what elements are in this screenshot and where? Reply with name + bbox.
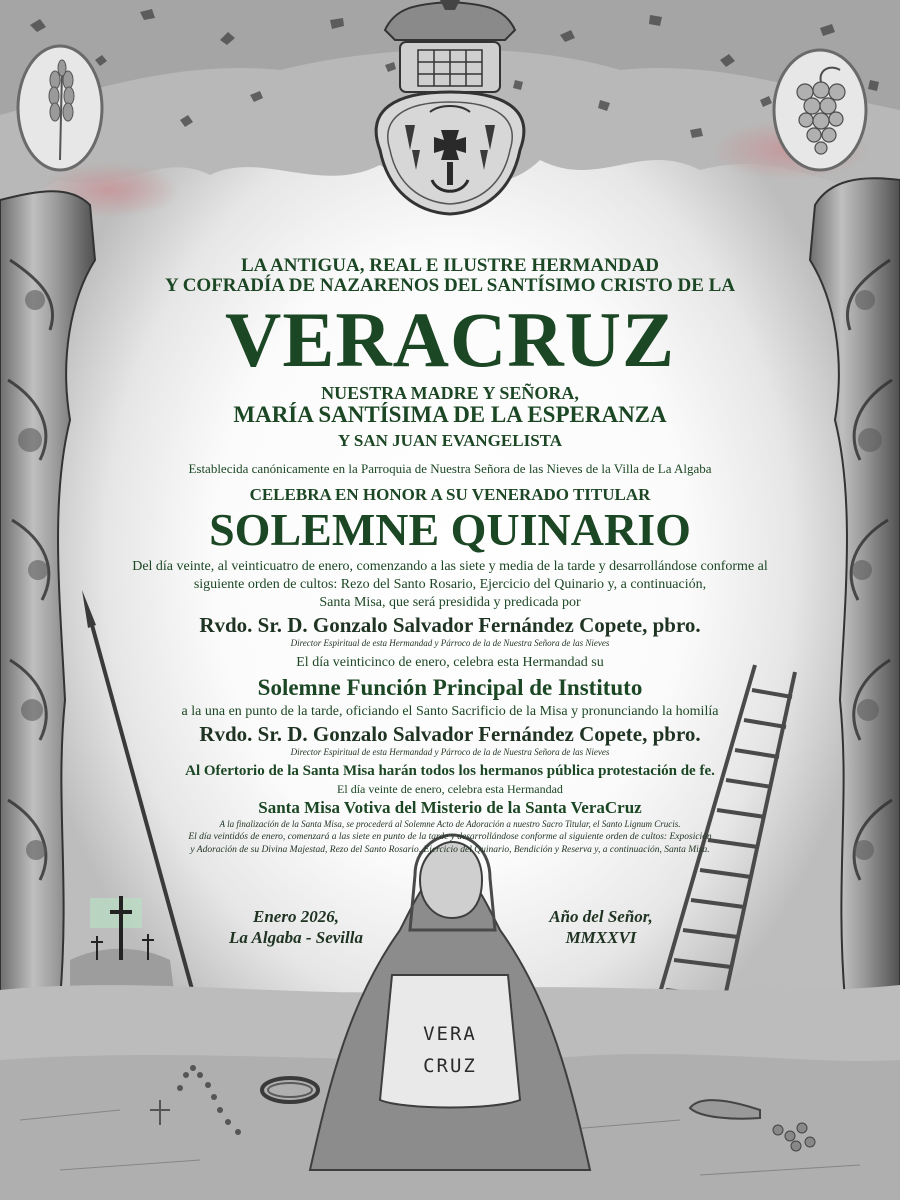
heading-line-1: LA ANTIGUA, REAL E ILUSTRE HERMANDAD: [240, 255, 660, 276]
title-veracruz: VERACRUZ: [224, 296, 676, 383]
quinario-preacher: Rvdo. Sr. D. Gonzalo Salvador Fernández Copete, pbro.: [199, 613, 701, 637]
year-line-1: Año del Señor,: [549, 907, 653, 926]
funcion-title: Solemne Función Principal de Instituto: [257, 675, 643, 700]
established-line: Establecida canónicamente en la Parroquia de Nuestra Señora de las Nieves de la Villa de La Algaba: [188, 461, 712, 476]
votiva-note: A la finalización de la Santa Misa, se procederá al Solemne Acto de Adoración a nuestro Sacro Titular, el Santo Lignum Crucis.: [219, 819, 681, 829]
final-line-2: y Adoración de su Divina Majestad, Rezo del Santo Rosario, Ejercicio del Quinario, Bendición y Reserva y, a continuación, Santa Misa.: [190, 845, 710, 855]
funcion-ofertorio: Al Ofertorio de la Santa Misa harán todos los hermanos pública protestación de fe.: [185, 763, 715, 779]
heading-line-3: NUESTRA MADRE Y SEÑORA,: [321, 383, 579, 403]
quinario-preacher-role: Director Espiritual de esta Hermandad y Párroco de la de Nuestra Señora de las Nieves: [290, 638, 610, 648]
heading-line-4: MARÍA SANTÍSIMA DE LA ESPERANZA: [233, 402, 667, 427]
quinario-title: SOLEMNE QUINARIO: [209, 504, 691, 555]
funcion-preacher-role: Director Espiritual de esta Hermandad y Párroco de la de Nuestra Señora de las Nieves: [290, 747, 610, 757]
date-block: [186, 906, 406, 948]
quinario-desc-1: Del día veinte, al veinticuatro de enero, comenzando a las siete y media de la tarde y desarrollándose conforme al: [132, 559, 768, 574]
cloth-word-vera: VERA: [423, 1023, 477, 1045]
final-line-1: El día veintidós de enero, comenzará a las siete en punto de la tarde y desarrollándose conforme al siguiente orden de cultos: Exposición: [188, 832, 712, 842]
year-block: [491, 906, 711, 948]
brotherhood-crest: [376, 0, 524, 214]
cloth-word-cruz: CRUZ: [423, 1055, 477, 1077]
heading-line-5: Y SAN JUAN EVANGELISTA: [337, 431, 563, 450]
funcion-desc: a la una en punto de la tarde, oficiando el Santo Sacrificio de la Misa y pronunciando la homilía: [181, 704, 719, 719]
wheat-medallion: [18, 46, 102, 170]
grapes-medallion: [774, 50, 866, 170]
funcion-intro: El día veinticinco de enero, celebra esta Hermandad su: [296, 655, 604, 670]
quinario-intro: CELEBRA EN HONOR A SU VENERADO TITULAR: [249, 485, 651, 504]
year-line-2: MMXXVI: [565, 928, 637, 947]
quinario-desc-3: Santa Misa, que será presidida y predicada por: [319, 595, 581, 610]
quinario-desc-2: siguiente orden de cultos: Rezo del Santo Rosario, Ejercicio del Quinario y, a continuación,: [193, 577, 707, 592]
funcion-preacher: Rvdo. Sr. D. Gonzalo Salvador Fernández Copete, pbro.: [199, 722, 701, 746]
votiva-title: Santa Misa Votiva del Misterio de la Santa VeraCruz: [258, 798, 642, 817]
votiva-intro: El día veinte de enero, celebra esta Hermandad: [337, 782, 563, 796]
date-line-1: Enero 2026,: [253, 907, 339, 926]
heading-line-2: Y COFRADÍA DE NAZARENOS DEL SANTÍSIMO CRISTO DE LA: [164, 275, 736, 296]
date-line-2: La Algaba - Sevilla: [229, 928, 363, 947]
calvary-hill: [70, 896, 175, 1000]
